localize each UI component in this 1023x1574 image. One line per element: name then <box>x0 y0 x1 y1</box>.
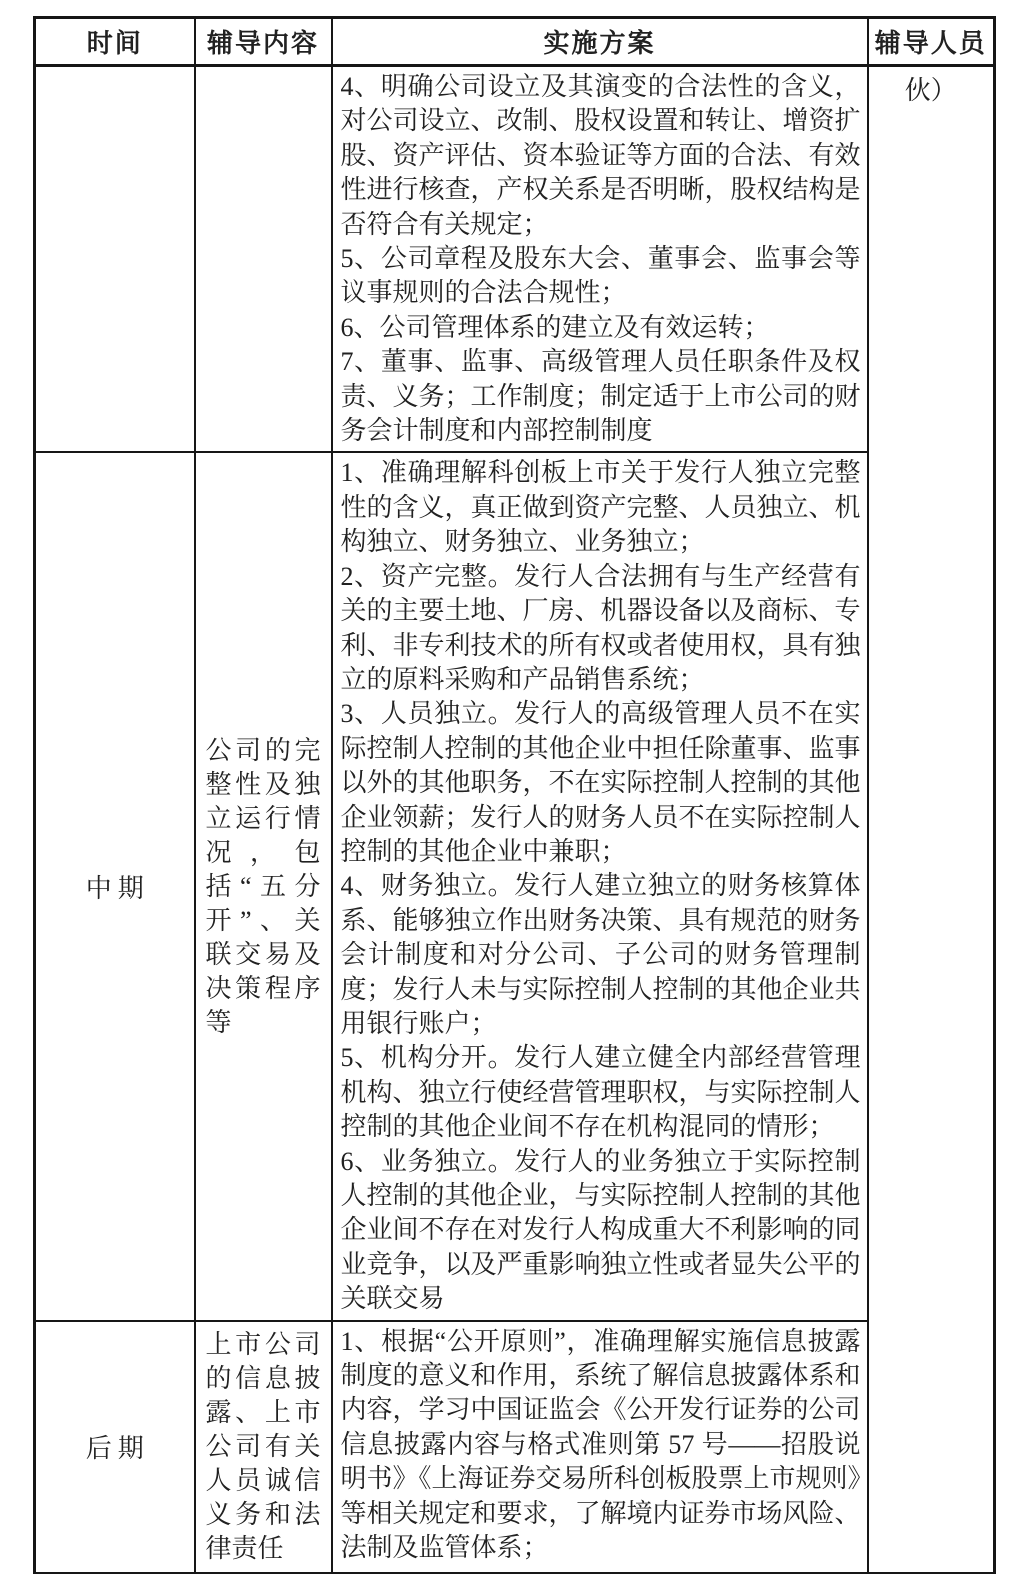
time-cell-empty <box>35 66 195 453</box>
coaching-plan-table <box>33 16 996 1574</box>
column-header-coaching-content: 辅导内容 <box>195 18 332 66</box>
plan-item: 4、明确公司设立及其演变的合法性的含义，对公司设立、改制、股权设置和转让、增资扩股、资产评估、资本验证等方面的合法、有效性进行核查，产权关系是否明晰，股权结构是否符合有关规定； <box>340 72 861 239</box>
plan-item: 6、公司管理体系的建立及有效运转； <box>340 312 770 342</box>
plan-item: 5、机构分开。发行人建立健全内部经营管理机构、独立行使经营管理职权，与实际控制人控制的其他企业间不存在机构混同的情形； <box>340 1043 861 1142</box>
plan-item: 5、公司章程及股东大会、董事会、监事会等议事规则的合法合规性； <box>340 244 861 308</box>
time-cell-mid: 中期 <box>35 452 195 1320</box>
content-cell-late: 上市公司的信息披露、上市公司有关人员诚信义务和法律责任 <box>195 1321 332 1574</box>
plan-cell-continued <box>332 66 868 453</box>
plan-cell-late <box>332 1321 868 1574</box>
column-header-time: 时间 <box>35 18 195 66</box>
header-row <box>35 18 995 66</box>
table-row-mid-phase <box>35 452 995 1320</box>
plan-item: 1、根据“公开原则”，准确理解实施信息披露制度的意义和作用，系统了解信息披露体系和内容，学习中国证监会《公开发行证券的公司信息披露内容与格式准则第 57 号——招股说明书》《上海证券交易所科创板股票上市规则》等相关规定和要求，了解境内证券市场风险、法制及监管体系； <box>340 1326 861 1563</box>
plan-item: 1、准确理解科创板上市关于发行人独立完整性的含义，真正做到资产完整、人员独立、机构独立、财务独立、业务独立； <box>340 458 861 557</box>
personnel-cell: 伙） <box>868 66 995 1574</box>
plan-item: 7、董事、监事、高级管理人员任职条件及权责、义务；工作制度；制定适于上市公司的财务会计制度和内部控制制度 <box>340 347 861 446</box>
time-cell-late: 后期 <box>35 1321 195 1574</box>
content-cell-empty <box>195 66 332 453</box>
content-cell-mid: 公司的完整性及独立运行情况，包括“五分开”、关联交易及决策程序等 <box>195 452 332 1320</box>
plan-item: 2、资产完整。发行人合法拥有与生产经营有关的主要土地、厂房、机器设备以及商标、专利、非专利技术的所有权或者使用权，具有独立的原料采购和产品销售系统； <box>340 561 861 694</box>
plan-cell-mid <box>332 452 868 1320</box>
column-header-implementation-plan: 实施方案 <box>332 18 868 66</box>
table-row-continued <box>35 66 995 453</box>
column-header-coaching-personnel: 辅导人员 <box>868 18 995 66</box>
plan-item: 3、人员独立。发行人的高级管理人员不在实际控制人控制的其他企业中担任除董事、监事以外的其他职务，不在实际控制人控制的其他企业领薪；发行人的财务人员不在实际控制人控制的其他企业中兼职； <box>340 699 861 866</box>
table-row-late-phase <box>35 1321 995 1574</box>
plan-item: 4、财务独立。发行人建立独立的财务核算体系、能够独立作出财务决策、具有规范的财务会计制度和对分公司、子公司的财务管理制度；发行人未与实际控制人控制的其他企业共用银行账户； <box>340 871 861 1038</box>
plan-item: 6、业务独立。发行人的业务独立于实际控制人控制的其他企业，与实际控制人控制的其他企业间不存在对发行人构成重大不利影响的同业竞争，以及严重影响独立性或者显失公平的关联交易 <box>340 1146 861 1314</box>
